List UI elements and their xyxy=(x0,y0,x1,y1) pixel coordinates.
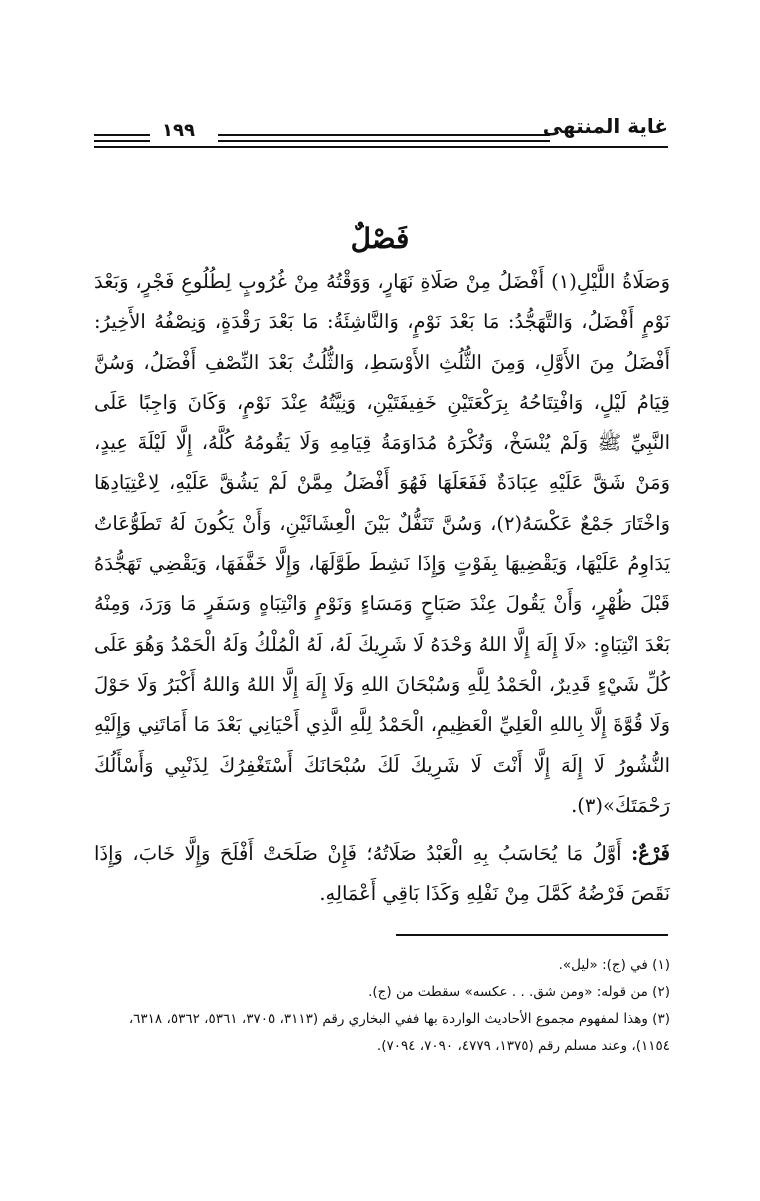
paragraph-night-prayer: وَصَلَاةُ اللَّيْلِ(١) أَفْضَلُ مِنْ صَلَاةِ نَهَارٍ، وَوَقْتُهُ مِنْ غُرُوبٍ لِطُلُوعِ فَجْرٍ، وَبَعْدَ نَوْمٍ أَفْضَلُ، وَالتَّهَجُّدُ: مَا بَعْدَ نَوْمٍ، وَالنَّاشِئَةُ: مَا بَعْدَ رَقْدَةٍ، وَنِصْفُهُ الأَخِيرُ: أَفْضَلُ مِنَ الأَوَّلِ، وَمِنَ الثُّلُثِ الأَوْسَطِ، وَالثُّلُثُ بَعْدَ النِّصْفِ أَفْضَلُ، وَسُنَّ قِيَامُ لَيْلٍ، وَافْتِتَاحُهُ بِرَكْعَتَيْنِ خَفِيفَتَيْنِ، وَنِيَّتُهُ عِنْدَ نَوْمٍ، وَكَانَ وَاجِبًا عَلَى النَّبِيِّ ﷺ وَلَمْ يُنْسَخْ، وَتُكْرَهُ مُدَاوَمَةُ قِيَامِهِ وَلَا يَقُومُهُ كُلَّهُ، إِلَّا لَيْلَةَ عِيدٍ، وَمَنْ شَقَّ عَلَيْهِ عِبَادَةٌ فَفَعَلَهَا فَهُوَ أَفْضَلُ مِمَّنْ لَمْ يَشُقَّ عَلَيْهِ، لِاعْتِيَادِهَا وَاخْتَارَ جَمْعٌ عَكْسَهُ(٢)، وَسُنَّ تَنَفُّلٌ بَيْنَ الْعِشَائَيْنِ، وَأَنْ يَكُونَ لَهُ تَطَوُّعَاتٌ يَدَاوِمُ عَلَيْهَا، وَيَقْضِيهَا بِفَوْتٍ وَإِذَا نَشِطَ طَوَّلَهَا، وَإِلَّا خَفَّفَهَا، وَيَقْضِي تَهَجُّدَهُ قَبْلَ ظُهْرٍ، وَأَنْ يَقُولَ عِنْدَ صَبَاحٍ وَمَسَاءٍ وَنَوْمٍ وَانْتِبَاهٍ وَسَفَرٍ مَا وَرَدَ، وَمِنْهُ بَعْدَ انْتِبَاهٍ: «لَا إِلَهَ إِلَّا اللهُ وَحْدَهُ لَا شَرِيكَ لَهُ، لَهُ الْمُلْكُ وَلَهُ الْحَمْدُ وَهُوَ عَلَى كُلِّ شَيْءٍ قَدِيرٌ، الْحَمْدُ لِلَّهِ وَسُبْحَانَ اللهِ وَلَا إِلَهَ إِلَّا اللهُ وَاللهُ أَكْبَرُ وَلَا حَوْلَ وَلَا قُوَّةَ إِلَّا بِاللهِ الْعَلِيِّ الْعَظِيمِ، الْحَمْدُ لِلَّهِ الَّذِي أَحْيَانِي بَعْدَ مَا أَمَاتَنِي وَإِلَيْهِ النُّشُورُ لَا إِلَهَ إِلَّا أَنْتَ لَا شَرِيكَ لَكَ سُبْحَانَكَ أَسْتَغْفِرُكَ لِذَنْبِي وَأَسْأَلُكَ رَحْمَتَكَ»(٣). xyxy=(94,270,670,817)
main-text xyxy=(94,262,670,915)
header-rule-right-2 xyxy=(218,140,550,142)
footnote-2: (٢) من قوله: «ومن شق. . . عكسه» سقطت من (ج). xyxy=(368,984,670,1000)
paragraph-branch xyxy=(94,834,670,915)
section-title: فَصْلٌ xyxy=(350,222,410,255)
branch-label: فَرْعٌ: xyxy=(631,842,670,866)
header-rule-left-2 xyxy=(94,140,150,142)
footnote-3: (٣) وهذا لمفهوم مجموع الأحاديث الواردة بها ففي البخاري رقم (٣١١٣، ٣٧٠٥، ٥٣٦١، ٥٣٦٢، ٦٣١٨، ١١٥٤)، وعند مسلم رقم (١٣٧٥، ٤٧٧٩، ٧٠٩٠، ٧٠٩٤). xyxy=(128,1011,670,1054)
footnote-separator xyxy=(396,934,668,936)
footnote-1: (١) في (ج): «ليل». xyxy=(558,957,670,973)
footnotes xyxy=(94,952,670,1060)
header-rule-left xyxy=(94,134,150,136)
branch-text: أَوَّلُ مَا يُحَاسَبُ بِهِ الْعَبْدُ صَلَاتُهُ؛ فَإِنْ صَلَحَتْ أَفْلَحَ وَإِلَّا خَابَ، وَإِذَا نَقَصَ فَرْضُهُ كَمَّلَ مِنْ نَفْلِهِ وَكَذَا بَاقِي أَعْمَالِهِ. xyxy=(94,842,670,906)
page-header xyxy=(92,112,668,162)
header-rule-right xyxy=(218,134,550,136)
book-title: غاية المنتهى xyxy=(542,114,668,138)
header-rule-full xyxy=(94,146,668,148)
page-number: ١٩٩ xyxy=(162,120,195,141)
